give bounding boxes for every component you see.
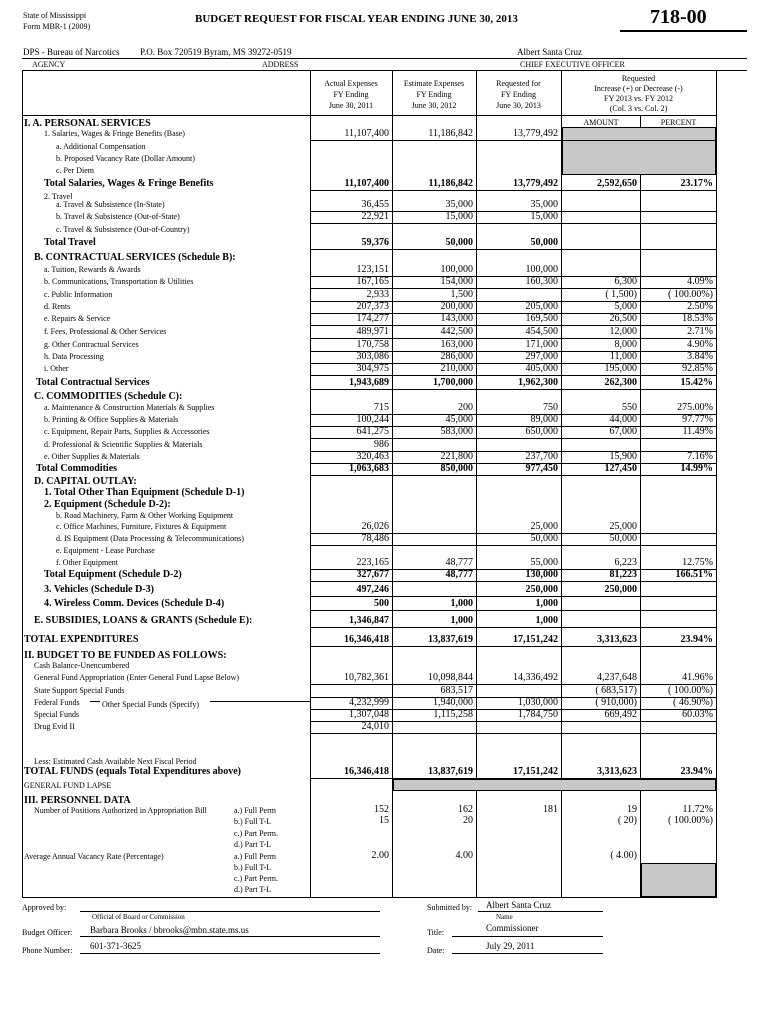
table-row: [0, 685, 770, 697]
cell-estimate: 442,500: [440, 326, 473, 337]
cell-actual: 320,463: [356, 451, 389, 462]
official-label: Official of Board or Commission: [92, 913, 185, 921]
pos-a-amount: 19: [627, 804, 637, 815]
pos-full-perm: a.) Full Perm: [234, 806, 276, 815]
cell-actual: 641,275: [356, 426, 389, 437]
cell-requested: 55,000: [530, 557, 558, 568]
cell-estimate: 15,000: [445, 211, 473, 222]
table-row: [0, 414, 770, 426]
row-label: TOTAL FUNDS (equals Total Expenditures above): [24, 766, 241, 777]
table-row: [0, 165, 770, 177]
cell-requested: 89,000: [530, 414, 558, 425]
cell-amount: ( 683,517): [595, 685, 637, 696]
date-label: Date:: [427, 946, 445, 955]
row-label: a. Tuition, Rewards & Awards: [44, 265, 141, 274]
cell-requested: 15,000: [530, 211, 558, 222]
row-label: c. Travel & Subsistence (Out-of-Country): [56, 225, 190, 234]
cell-requested: 14,336,492: [513, 672, 558, 683]
table-row: [0, 224, 770, 236]
cell-percent: 92.85%: [682, 363, 713, 374]
cell-estimate: 11,186,842: [428, 178, 473, 189]
cell-estimate: 1,000: [450, 615, 473, 626]
row-label: I. A. PERSONAL SERVICES: [24, 118, 151, 129]
table-row: [0, 557, 770, 569]
row-label: a. Maintenance & Construction Materials & Supplies: [44, 403, 215, 412]
row-label: Total Travel: [44, 237, 96, 248]
pos-full-tl: b.) Full T-L: [234, 817, 272, 826]
cell-estimate: 48,777: [445, 557, 473, 568]
row-label: Drug Evid II: [34, 722, 75, 731]
row-label: III. PERSONNEL DATA: [24, 795, 131, 806]
row-label: D. CAPITAL OUTLAY:: [34, 476, 137, 487]
cell-actual: 497,246: [356, 584, 389, 595]
cell-actual: 59,376: [361, 237, 389, 248]
cell-percent: 23.17%: [680, 178, 713, 189]
cell-requested: 1,030,000: [518, 697, 558, 708]
table-row: [0, 660, 770, 672]
cell-amount: 262,300: [604, 377, 637, 388]
cell-actual: 174,277: [356, 313, 389, 324]
approved-by-label: Approved by:: [22, 903, 67, 912]
col-estimate-header: Estimate Expenses FY Ending June 30, 2012: [403, 79, 465, 110]
row-label: C. COMMODITIES (Schedule C):: [34, 391, 183, 402]
cell-requested: 13,779,492: [513, 128, 558, 139]
cell-requested: 13,779,492: [513, 178, 558, 189]
table-row: [0, 598, 770, 610]
cell-requested: 237,700: [525, 451, 558, 462]
cell-actual: 986: [374, 439, 389, 450]
cell-actual: 2,933: [366, 289, 389, 300]
row-label: f. Fees, Professional & Other Services: [44, 327, 167, 336]
col-percent-header: PERCENT: [660, 118, 697, 127]
cell-requested: 454,500: [525, 326, 558, 337]
budget-officer-label: Budget Officer:: [22, 928, 73, 937]
cell-actual: 500: [374, 598, 389, 609]
cell-actual: 304,975: [356, 363, 389, 374]
cell-requested: 25,000: [530, 521, 558, 532]
cell-estimate: 154,000: [440, 276, 473, 287]
ceo-label: CHIEF EXECUTIVE OFFICER: [520, 60, 625, 69]
cell-percent: 166.51%: [675, 569, 713, 580]
row-label: c. Per Diem: [56, 166, 94, 175]
table-row: [0, 569, 770, 581]
cell-actual: 78,486: [361, 533, 389, 544]
positions-label: Number of Positions Authorized in Appropriation Bill: [34, 806, 207, 815]
row-label: Special Funds: [34, 710, 80, 719]
submitted-by-value: Albert Santa Cruz: [486, 900, 551, 910]
pos-a-requested: 181: [543, 804, 558, 815]
pos-b-estimate: 20: [463, 815, 473, 826]
cell-percent: 4.09%: [687, 276, 713, 287]
cell-requested: 171,000: [525, 339, 558, 350]
cell-requested: 160,300: [525, 276, 558, 287]
cell-estimate: 221,800: [440, 451, 473, 462]
cell-requested: 750: [543, 402, 558, 413]
table-row: [0, 780, 770, 792]
row-label: Less: Estimated Cash Available Next Fiscal Period: [34, 757, 197, 766]
cell-actual: 16,346,418: [344, 766, 389, 777]
row-label: e. Other Supplies & Materials: [44, 452, 140, 461]
row-label: Cash Balance-Unencumbered: [34, 661, 130, 670]
row-label: GENERAL FUND LAPSE: [24, 781, 112, 790]
cell-requested: 35,000: [530, 199, 558, 210]
cell-estimate: 10,098,844: [428, 672, 473, 683]
cell-requested: 297,000: [525, 351, 558, 362]
vac-part-tl: d.) Part T-L: [234, 885, 272, 894]
cell-percent: 23.94%: [680, 766, 713, 777]
cell-actual: 24,010: [361, 721, 389, 732]
table-row: [0, 178, 770, 190]
cell-actual: 223,165: [356, 557, 389, 568]
table-row: [0, 377, 770, 389]
cell-actual: 327,677: [356, 569, 389, 580]
cell-requested: 130,000: [525, 569, 558, 580]
table-row: [0, 521, 770, 533]
vac-a-estimate: 4.00: [455, 850, 473, 861]
agency-label: AGENCY: [32, 60, 66, 69]
cell-actual: 22,921: [361, 211, 389, 222]
row-label: E. SUBSIDIES, LOANS & GRANTS (Schedule E):: [34, 615, 253, 626]
row-label: Total Contractual Services: [36, 377, 150, 388]
table-row: [0, 237, 770, 249]
cell-requested: 50,000: [530, 533, 558, 544]
row-label: c. Office Machines, Furniture, Fixtures & Equipment: [56, 522, 227, 531]
vac-full-perm: a.) Full Perm: [234, 852, 276, 861]
table-row: [0, 721, 770, 733]
cell-amount: 25,000: [609, 521, 637, 532]
name-label: Name: [496, 913, 513, 921]
cell-requested: 250,000: [525, 584, 558, 595]
table-row: [0, 252, 770, 264]
row-label: a. Travel & Subsistence (In-State): [56, 200, 165, 209]
table-row: [0, 326, 770, 338]
cell-estimate: 50,000: [445, 237, 473, 248]
title-value: Commissioner: [486, 923, 539, 933]
table-row: [0, 301, 770, 313]
col-amount-header: AMOUNT: [583, 118, 619, 127]
cell-percent: 41.96%: [682, 672, 713, 683]
col-actual-header: Actual Expenses FY Ending June 30, 2011: [324, 79, 378, 110]
row-label: 3. Vehicles (Schedule D-3): [44, 584, 154, 595]
table-row: [0, 402, 770, 414]
cell-amount: 8,000: [614, 339, 637, 350]
cell-actual: 10,782,361: [344, 672, 389, 683]
row-label: d. Professional & Scientific Supplies & Materials: [44, 440, 203, 449]
table-row: [0, 634, 770, 646]
cell-percent: 275.00%: [677, 402, 713, 413]
table-row: [0, 313, 770, 325]
row-label: c. Public Information: [44, 290, 113, 299]
table-row: [0, 128, 770, 140]
cell-requested: 977,450: [525, 463, 558, 474]
cell-percent: 97.77%: [682, 414, 713, 425]
row-label: c. Equipment, Repair Parts, Supplies & Accessories: [44, 427, 210, 436]
row-label: 4. Wireless Comm. Devices (Schedule D-4): [44, 598, 225, 609]
cell-estimate: 683,517: [440, 685, 473, 696]
cell-estimate: 143,000: [440, 313, 473, 324]
row-label: b. Printing & Office Supplies & Materials: [44, 415, 179, 424]
cell-percent: 60.03%: [682, 709, 713, 720]
col-change-header: Requested Increase (+) or Decrease (-) FY 2013 vs. FY 2012 (Col. 3 vs. Col. 2): [594, 74, 683, 113]
cell-estimate: 100,000: [440, 264, 473, 275]
cell-amount: 2,592,650: [597, 178, 637, 189]
pos-part-perm: c.) Part Perm.: [234, 829, 278, 838]
cell-amount: 44,000: [609, 414, 637, 425]
cell-estimate: 1,500: [450, 289, 473, 300]
row-label: e. Repairs & Service: [44, 314, 111, 323]
table-row: [0, 264, 770, 276]
row-label: 1. Total Other Than Equipment (Schedule D-1): [44, 487, 245, 498]
row-label: i. Other: [44, 364, 69, 373]
cell-estimate: 1,940,000: [433, 697, 473, 708]
cell-estimate: 35,000: [445, 199, 473, 210]
cell-actual: 26,026: [361, 521, 389, 532]
table-row: [0, 615, 770, 627]
cell-amount: 3,313,623: [597, 634, 637, 645]
pos-a-estimate: 162: [458, 804, 473, 815]
table-row: [0, 463, 770, 475]
col-requested-header: Requested for FY Ending June 30, 2013: [496, 79, 541, 110]
phone-value: 601-371-3625: [90, 941, 141, 951]
cell-percent: ( 100.00%): [668, 685, 713, 696]
form-id: Form MBR-1 (2009): [23, 22, 91, 31]
table-row: [0, 211, 770, 223]
agency-name: DPS - Bureau of Narcotics: [23, 47, 120, 57]
cell-actual: 36,455: [361, 199, 389, 210]
cell-amount: 195,000: [604, 363, 637, 374]
cell-percent: 2.50%: [687, 301, 713, 312]
vacancy-label: Average Annual Vacancy Rate (Percentage): [24, 852, 164, 861]
cell-estimate: 11,186,842: [428, 128, 473, 139]
cell-requested: 50,000: [530, 237, 558, 248]
address-label: ADDRESS: [262, 60, 299, 69]
cell-actual: 715: [374, 402, 389, 413]
pos-b-actual: 15: [379, 815, 389, 826]
cell-requested: 17,151,242: [513, 766, 558, 777]
cell-amount: ( 1,500): [605, 289, 637, 300]
row-label: II. BUDGET TO BE FUNDED AS FOLLOWS:: [24, 650, 227, 661]
row-label: 1. Salaries, Wages & Fringe Benefits (Base): [44, 129, 185, 138]
ceo-name: Albert Santa Cruz: [517, 47, 582, 57]
cell-estimate: 48,777: [445, 569, 473, 580]
table-row: [0, 199, 770, 211]
cell-amount: 67,000: [609, 426, 637, 437]
cell-actual: 1,307,048: [349, 709, 389, 720]
cell-estimate: 163,000: [440, 339, 473, 350]
cell-actual: 1,063,683: [349, 463, 389, 474]
pos-part-tl: d.) Part T-L: [234, 840, 272, 849]
cell-estimate: 210,000: [440, 363, 473, 374]
cell-amount: 550: [622, 402, 637, 413]
cell-percent: 2.71%: [687, 326, 713, 337]
row-label: 2. Equipment (Schedule D-2):: [44, 499, 171, 510]
title-label: Title:: [427, 928, 445, 937]
pos-b-percent: ( 100.00%): [668, 815, 713, 826]
table-row: [0, 339, 770, 351]
cell-actual: 11,107,400: [344, 128, 389, 139]
row-label: General Fund Appropriation (Enter General Fund Lapse Below): [34, 673, 240, 682]
table-row: [0, 709, 770, 721]
table-row: [0, 276, 770, 288]
table-row: [0, 141, 770, 153]
cell-amount: 15,900: [609, 451, 637, 462]
submitted-by-label: Submitted by:: [427, 903, 473, 912]
cell-amount: ( 910,000): [595, 697, 637, 708]
state-name: State of Mississippi: [23, 11, 87, 20]
form-number: 718-00: [650, 6, 707, 28]
cell-amount: 11,000: [609, 351, 637, 362]
cell-requested: 100,000: [525, 264, 558, 275]
row-label: Total Commodities: [36, 463, 118, 474]
cell-estimate: 1,700,000: [433, 377, 473, 388]
cell-requested: 405,000: [525, 363, 558, 374]
table-row: [0, 289, 770, 301]
cell-actual: 303,086: [356, 351, 389, 362]
cell-actual: 170,758: [356, 339, 389, 350]
cell-requested: 650,000: [525, 426, 558, 437]
table-row: [0, 766, 770, 778]
cell-amount: 26,500: [609, 313, 637, 324]
table-row: [0, 533, 770, 545]
cell-requested: 169,500: [525, 313, 558, 324]
cell-amount: 250,000: [604, 584, 637, 595]
cell-amount: 81,223: [609, 569, 637, 580]
row-label: f. Other Equipment: [56, 558, 118, 567]
cell-amount: 4,237,648: [597, 672, 637, 683]
row-label: a. Additional Compensation: [56, 142, 146, 151]
cell-requested: 1,962,300: [518, 377, 558, 388]
cell-estimate: 850,000: [440, 463, 473, 474]
cell-actual: 123,151: [356, 264, 389, 275]
cell-actual: 167,165: [356, 276, 389, 287]
budget-officer-value: Barbara Brooks / bbrooks@mbn.state.ms.us: [90, 925, 249, 935]
cell-amount: 12,000: [609, 326, 637, 337]
pos-b-amount: ( 20): [617, 815, 637, 826]
cell-estimate: 1,115,258: [433, 709, 473, 720]
cell-requested: 205,000: [525, 301, 558, 312]
cell-percent: 7.16%: [687, 451, 713, 462]
page-title: BUDGET REQUEST FOR FISCAL YEAR ENDING JUNE 30, 2013: [195, 13, 518, 25]
table-row: [0, 351, 770, 363]
cell-percent: ( 46.90%): [673, 697, 713, 708]
vacancy-shaded-cell: [641, 863, 716, 897]
row-label: g. Other Contractual Services: [44, 340, 139, 349]
date-value: July 29, 2011: [486, 941, 535, 951]
cell-percent: 15.42%: [680, 377, 713, 388]
cell-amount: 127,450: [604, 463, 637, 474]
cell-estimate: 1,000: [450, 598, 473, 609]
row-label: b. Road Machinery, Farm & Other Working Equipment: [56, 511, 234, 520]
cell-percent: 18.53%: [682, 313, 713, 324]
vac-a-actual: 2.00: [371, 850, 389, 861]
row-label: B. CONTRACTUAL SERVICES (Schedule B):: [34, 252, 236, 263]
cell-requested: 17,151,242: [513, 634, 558, 645]
cell-actual: 1,346,847: [349, 615, 389, 626]
row-label: b. Travel & Subsistence (Out-of-State): [56, 212, 180, 221]
row-label: 2. Travel: [44, 192, 73, 201]
cell-amount: 50,000: [609, 533, 637, 544]
table-row: [0, 153, 770, 165]
cell-estimate: 200: [458, 402, 473, 413]
cell-percent: 11.49%: [682, 426, 713, 437]
cell-amount: 6,300: [614, 276, 637, 287]
agency-address: P.O. Box 720519 Byram, MS 39272-0519: [140, 47, 292, 57]
cell-estimate: 45,000: [445, 414, 473, 425]
cell-percent: 3.84%: [687, 351, 713, 362]
cell-amount: 5,000: [614, 301, 637, 312]
cell-actual: 11,107,400: [344, 178, 389, 189]
cell-amount: 3,313,623: [597, 766, 637, 777]
table-row: [0, 487, 770, 499]
cell-requested: 1,000: [535, 615, 558, 626]
cell-actual: 207,373: [356, 301, 389, 312]
cell-percent: ( 100.00%): [668, 289, 713, 300]
cell-percent: 14.99%: [680, 463, 713, 474]
row-label: d. Rents: [44, 302, 71, 311]
pos-a-percent: 11.72%: [682, 804, 713, 815]
other-special-funds-label: Other Special Funds (Specify): [102, 700, 200, 709]
table-row: [0, 439, 770, 451]
row-label: Total Equipment (Schedule D-2): [44, 569, 182, 580]
table-row: [0, 426, 770, 438]
cell-actual: 100,244: [356, 414, 389, 425]
row-label: Total Salaries, Wages & Fringe Benefits: [44, 178, 214, 189]
table-row: [0, 672, 770, 684]
row-label: TOTAL EXPENDITURES: [24, 634, 139, 645]
cell-estimate: 200,000: [440, 301, 473, 312]
pos-a-actual: 152: [374, 804, 389, 815]
cell-estimate: 13,837,619: [428, 634, 473, 645]
table-row: [0, 584, 770, 596]
table-row: [0, 363, 770, 375]
row-label: d. IS Equipment (Data Processing & Telecommunications): [56, 534, 244, 543]
cell-percent: 4.90%: [687, 339, 713, 350]
cell-percent: 12.75%: [682, 557, 713, 568]
table-row: [0, 545, 770, 557]
vac-full-tl: b.) Full T-L: [234, 863, 272, 872]
cell-requested: 1,000: [535, 598, 558, 609]
phone-label: Phone Number:: [22, 946, 73, 955]
row-label: e. Equipment - Lease Purchase: [56, 546, 155, 555]
table-row: [0, 451, 770, 463]
cell-actual: 4,232,999: [349, 697, 389, 708]
row-label: Federal Funds: [34, 698, 80, 707]
cell-actual: 1,943,689: [349, 377, 389, 388]
cell-amount: 669,492: [604, 709, 637, 720]
cell-actual: 489,971: [356, 326, 389, 337]
cell-estimate: 583,000: [440, 426, 473, 437]
cell-percent: 23.94%: [680, 634, 713, 645]
vac-a-amount: ( 4.00): [610, 850, 637, 861]
cell-amount: 6,223: [614, 557, 637, 568]
vac-part-perm: c.) Part Perm.: [234, 874, 278, 883]
cell-actual: 16,346,418: [344, 634, 389, 645]
row-label: State Support Special Funds: [34, 686, 125, 695]
cell-requested: 1,784,750: [518, 709, 558, 720]
row-label: b. Proposed Vacancy Rate (Dollar Amount): [56, 154, 195, 163]
row-label: b. Communications, Transportation & Utilities: [44, 277, 194, 286]
cell-estimate: 286,000: [440, 351, 473, 362]
row-label: h. Data Processing: [44, 352, 104, 361]
cell-estimate: 13,837,619: [428, 766, 473, 777]
